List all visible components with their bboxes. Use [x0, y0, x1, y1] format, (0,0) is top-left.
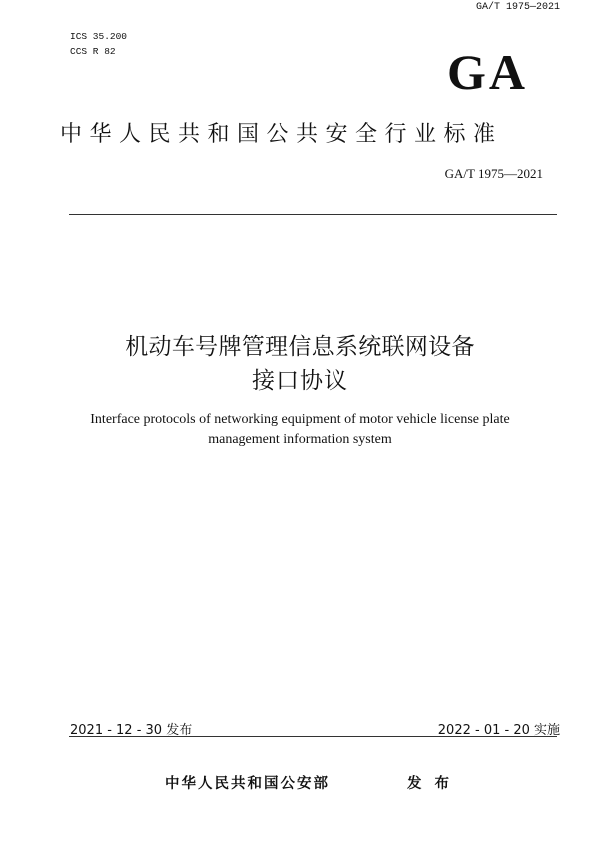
- chinese-title-line-2: 接口协议: [252, 368, 348, 394]
- issue-date: 2021 - 12 - 30 发布: [70, 723, 193, 738]
- standard-number: GA/T 1975—2021: [444, 166, 543, 181]
- chinese-title-line-1: 机动车号牌管理信息系统联网设备: [125, 334, 475, 360]
- ccs-code: CCS R 82: [70, 46, 116, 57]
- footer-divider: [69, 736, 557, 737]
- header-standard-code: GA/T 1975—2021: [475, 2, 560, 13]
- english-title-line-2: management information system: [208, 432, 392, 447]
- ics-code: ICS 35.200: [70, 31, 128, 42]
- ga-logo: GA: [447, 44, 528, 100]
- issue-label: 发 布: [407, 776, 454, 792]
- standard-category-title: 中华人民共和国公共安全行业标准: [60, 122, 503, 147]
- implementation-date: 2022 - 01 - 20 实施: [437, 723, 560, 738]
- title-divider: [69, 214, 557, 215]
- english-title-line-1: Interface protocols of networking equipment of motor vehicle license plate: [90, 412, 510, 427]
- issuing-authority: 中华人民共和国公安部: [165, 776, 330, 792]
